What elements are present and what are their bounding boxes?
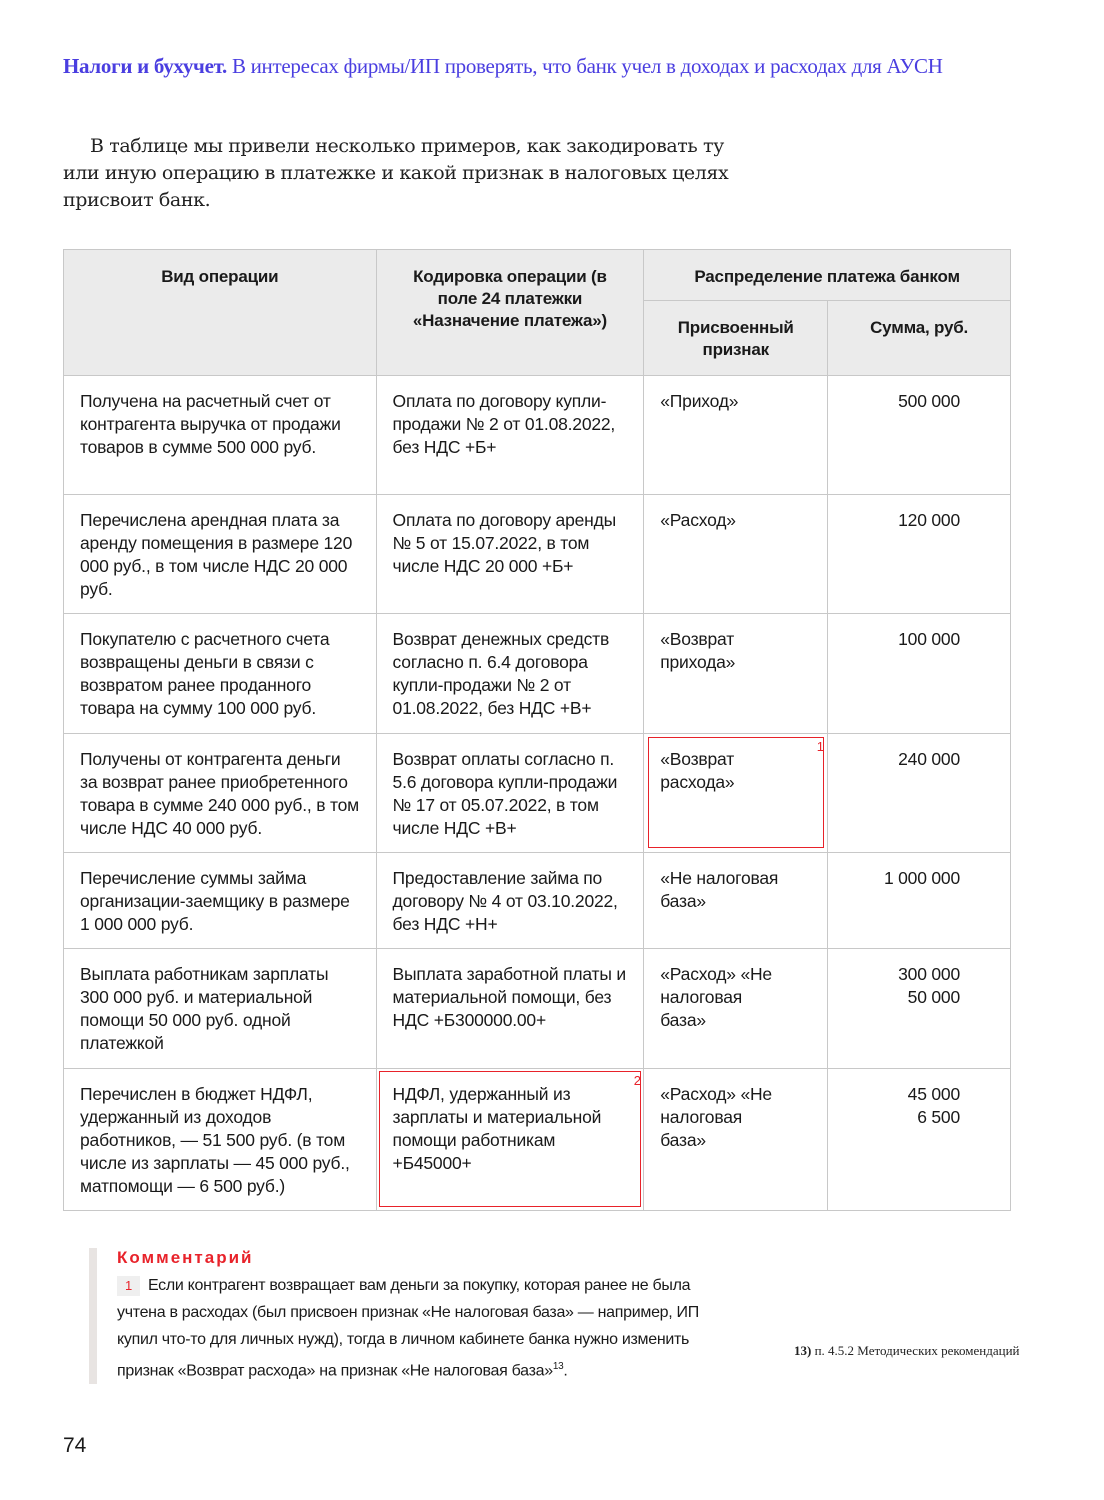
attribute-cell: «Не налоговая база» (644, 853, 828, 949)
header-section: Налоги и бухучет. (63, 54, 227, 78)
table-row (64, 376, 1011, 495)
header-coding: Кодировка операции (в поле 24 платежки «Назначение платежа») (376, 250, 644, 376)
coding-cell: Возврат денежных средств согласно п. 6.4 договора купли-продажи № 2 от 01.08.2022, без НДС +В+ (376, 614, 644, 734)
operation-cell: Перечисление суммы займа организации-заемщику в размере 1 000 000 руб. (64, 853, 377, 949)
operation-cell: Перечислена арендная плата за аренду помещения в размере 120 000 руб., в том числе НДС 20 000 руб. (64, 495, 377, 614)
running-header (63, 54, 943, 79)
attribute-cell: «Возврат прихода» (644, 614, 828, 734)
coding-cell: Выплата заработной платы и материальной помощи, без НДС +Б300000.00+ (376, 949, 644, 1069)
table-row (64, 853, 1011, 949)
footnote-ref[interactable]: 13 (552, 1361, 564, 1372)
comment-text: 1 Если контрагент возвращает вам деньги за покупку, которая ранее не была учтена в расходах (был присвоен признак «Не налоговая база» — например, ИП купил что-то для личных нужд), тогда в личном кабинете банка нужно изменить признак «Возврат расхода» на признак «Не налоговая база»$^{13}$. (117, 1277, 699, 1380)
table-row (64, 949, 1011, 1069)
operation-cell: Получена на расчетный счет от контрагента выручка от продажи товаров в сумме 500 000 руб. (64, 376, 377, 495)
sum-cell: 45 000 6 500 (828, 1069, 1011, 1211)
header-sum: Сумма, руб. (828, 301, 1011, 376)
coding-cell: НДФЛ, удержанный из зарплаты и материальной помощи работникам +Б45000+ (376, 1069, 644, 1211)
sum-cell: 100 000 (828, 614, 1011, 734)
attribute-cell: «Расход» «Не налоговая база» (644, 1069, 828, 1211)
header-operation: Вид операции (64, 250, 377, 376)
sum-cell: 240 000 (828, 734, 1011, 853)
operation-cell: Перечислен в бюджет НДФЛ, удержанный из доходов работников, — 51 500 руб. (в том числе из зарплаты — 45 000 руб., матпомощи — 6 500 руб.) (64, 1069, 377, 1211)
annotation-mark-2: 2 (379, 1071, 641, 1207)
table-row (64, 734, 1011, 853)
sum-cell: 1 000 000 (828, 853, 1011, 949)
operation-cell: Выплата работникам зарплаты 300 000 руб. и материальной помощи 50 000 руб. одной платежкой (64, 949, 377, 1069)
operations-table (63, 249, 1011, 1211)
attribute-cell: «Приход» (644, 376, 828, 495)
coding-cell: Оплата по договору аренды № 5 от 15.07.2022, в том числе НДС 20 000 +Б+ (376, 495, 644, 614)
sum-cell: 300 000 50 000 (828, 949, 1011, 1069)
sum-cell: 120 000 (828, 495, 1011, 614)
coding-cell: Возврат оплаты согласно п. 5.6 договора купли-продажи № 17 от 05.07.2022, в том числе НДС +В+ (376, 734, 644, 853)
coding-cell: Предоставление займа по договору № 4 от 03.10.2022, без НДС +Н+ (376, 853, 644, 949)
coding-cell: Оплата по договору купли-продажи № 2 от 01.08.2022, без НДС +Б+ (376, 376, 644, 495)
header-text: В интересах фирмы/ИП проверять, что банк учел в доходах и расходах для АУСН (227, 54, 943, 78)
table-row (64, 495, 1011, 614)
sum-cell: 500 000 (828, 376, 1011, 495)
comment-badge: 1 (117, 1276, 140, 1296)
footnote: 13) п. 4.5.2 Методических рекомендаций (794, 1343, 1020, 1358)
intro-paragraph: В таблице мы привели несколько примеров, как закодировать ту или иную операцию в платежке и какой признак в налоговых целях присвоит банк. (63, 135, 729, 211)
page-number: 74 (63, 1434, 87, 1457)
operation-cell: Покупателю с расчетного счета возвращены деньги в связи с возвратом ранее проданного товара на сумму 100 000 руб. (64, 614, 377, 734)
attribute-cell: «Расход» (644, 495, 828, 614)
header-attribute: Присвоенный признак (644, 301, 828, 376)
operation-cell: Получены от контрагента деньги за возврат ранее приобретенного товара в сумме 240 000 руб., в том числе НДС 40 000 руб. (64, 734, 377, 853)
table-row (64, 614, 1011, 734)
comment-block (89, 1248, 737, 1384)
attribute-cell: «Возврат расхода» (644, 734, 828, 853)
attribute-cell: «Расход» «Не налоговая база» (644, 949, 828, 1069)
annotation-mark-1: 1 (648, 737, 824, 848)
comment-title: Комментарий (117, 1248, 254, 1267)
header-distribution: Распределение платежа банком (644, 250, 1011, 301)
